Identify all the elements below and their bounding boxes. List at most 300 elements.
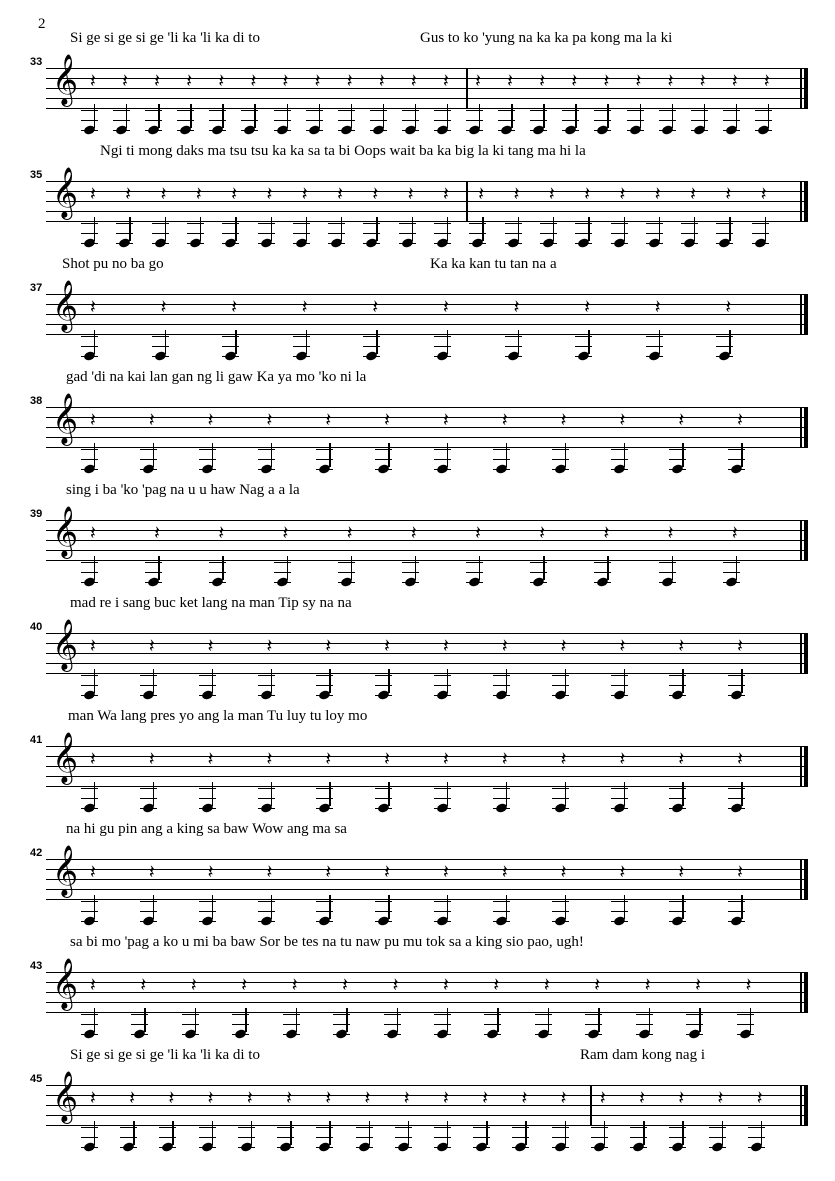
quarter-rest: 𝄽 <box>482 1087 489 1109</box>
quarter-rest: 𝄽 <box>654 296 661 318</box>
note-stem <box>254 104 255 128</box>
note-stem <box>94 104 95 128</box>
ledger-line <box>646 336 663 337</box>
quarter-rest: 𝄽 <box>282 70 289 92</box>
ledger-line <box>669 798 686 799</box>
ledger-line <box>728 459 745 460</box>
ledger-line <box>145 562 162 563</box>
quarter-rest: 𝄽 <box>635 70 642 92</box>
note-stem <box>212 669 213 693</box>
note-stem <box>624 895 625 919</box>
note-stem <box>388 669 389 693</box>
note-stem <box>245 1008 246 1032</box>
quarter-rest: 𝄽 <box>619 748 626 770</box>
ledger-line <box>145 130 162 131</box>
quarter-rest: 𝄽 <box>122 70 128 92</box>
ledger-line <box>222 243 239 244</box>
note-stem <box>94 217 95 241</box>
ledger-line <box>627 120 644 121</box>
quarter-rest: 𝄽 <box>90 974 96 996</box>
ledger-line <box>116 233 133 234</box>
ledger-line <box>159 1137 176 1138</box>
ledger-line <box>182 1034 199 1035</box>
ledger-line <box>737 1024 754 1025</box>
note-stem <box>741 669 742 693</box>
ledger-line <box>434 469 451 470</box>
ledger-line <box>552 808 569 809</box>
ledger-line <box>159 1127 176 1128</box>
quarter-rest: 𝄽 <box>140 974 147 996</box>
ledger-line <box>274 130 291 131</box>
note-stem <box>271 895 272 919</box>
note-stem <box>388 443 389 467</box>
quarter-rest: 𝄽 <box>241 974 248 996</box>
ledger-line <box>493 921 510 922</box>
ledger-line <box>402 120 419 121</box>
ledger-line <box>316 449 333 450</box>
ledger-line <box>716 233 733 234</box>
ledger-line <box>493 788 510 789</box>
ledger-line <box>199 685 216 686</box>
ledger-line <box>222 346 239 347</box>
quarter-rest: 𝄽 <box>407 183 414 205</box>
quarter-rest: 𝄽 <box>619 635 626 657</box>
note-stem <box>741 895 742 919</box>
ledger-line <box>552 469 569 470</box>
note-stem <box>251 1121 252 1145</box>
ledger-line <box>209 562 226 563</box>
ledger-line <box>384 1024 401 1025</box>
ledger-line <box>723 572 740 573</box>
lyric-line: Si ge si ge si ge 'li ka 'li ka di to <box>70 30 260 46</box>
ledger-line <box>466 120 483 121</box>
ledger-line <box>306 120 323 121</box>
note-stem <box>329 782 330 806</box>
quarter-rest: 𝄽 <box>90 409 96 431</box>
treble-clef: 𝄞 <box>52 958 79 1009</box>
ledger-line <box>81 1014 98 1015</box>
staff-area <box>0 52 835 126</box>
note-stem <box>351 556 352 580</box>
note-stem <box>271 217 272 241</box>
quarter-rest: 𝄽 <box>619 183 626 205</box>
music-system <box>0 1047 835 1160</box>
ledger-line <box>716 356 733 357</box>
ledger-line <box>627 130 644 131</box>
ledger-line <box>402 130 419 131</box>
quarter-rest: 𝄽 <box>501 748 508 770</box>
staff-area <box>0 504 835 578</box>
quarter-rest: 𝄽 <box>619 409 626 431</box>
note-stem <box>129 217 130 241</box>
ledger-line <box>723 120 740 121</box>
quarter-rest: 𝄽 <box>443 183 449 205</box>
quarter-rest: 𝄽 <box>90 861 96 883</box>
ledger-line <box>199 675 216 676</box>
ledger-line <box>81 346 98 347</box>
ledger-line <box>81 808 98 809</box>
ledger-line <box>209 130 226 131</box>
ledger-line <box>140 675 157 676</box>
quarter-rest: 𝄽 <box>756 1087 763 1109</box>
ledger-line <box>199 695 216 696</box>
page-number: 2 <box>38 16 46 32</box>
ledger-line <box>199 1137 216 1138</box>
treble-clef: 𝄞 <box>52 1071 79 1122</box>
quarter-rest: 𝄽 <box>207 1087 214 1109</box>
treble-clef: 𝄞 <box>52 280 79 331</box>
quarter-rest: 𝄽 <box>654 183 661 205</box>
quarter-rest: 𝄽 <box>678 409 685 431</box>
ledger-line <box>434 459 451 460</box>
note-stem <box>329 1121 330 1145</box>
ledger-line <box>728 808 745 809</box>
quarter-rest: 𝄽 <box>548 183 555 205</box>
measure-number: 41 <box>30 734 43 746</box>
quarter-rest: 𝄽 <box>584 183 591 205</box>
ledger-line <box>81 120 98 121</box>
quarter-rest: 𝄽 <box>384 861 390 883</box>
ledger-line <box>728 695 745 696</box>
measure-number: 40 <box>30 621 43 633</box>
quarter-rest: 𝄽 <box>443 748 449 770</box>
ledger-line <box>277 1137 294 1138</box>
ledger-line <box>306 110 323 111</box>
quarter-rest: 𝄽 <box>725 183 732 205</box>
ledger-line <box>145 120 162 121</box>
note-stem <box>94 895 95 919</box>
ledger-line <box>728 469 745 470</box>
note-stem <box>306 330 307 354</box>
ledger-line <box>646 243 663 244</box>
note-stem <box>222 104 223 128</box>
note-stem <box>153 669 154 693</box>
ledger-line <box>473 1127 490 1128</box>
ledger-line <box>222 233 239 234</box>
ledger-line <box>370 130 387 131</box>
note-stem <box>212 1121 213 1145</box>
note-stem <box>682 669 683 693</box>
ledger-line <box>535 1014 552 1015</box>
ledger-line <box>659 582 676 583</box>
quarter-rest: 𝄽 <box>443 409 449 431</box>
ledger-line <box>469 243 486 244</box>
quarter-rest: 𝄽 <box>763 70 770 92</box>
ledger-line <box>81 562 98 563</box>
quarter-rest: 𝄽 <box>148 409 155 431</box>
ledger-line <box>659 110 676 111</box>
ledger-line <box>395 1147 412 1148</box>
ledger-line <box>585 1024 602 1025</box>
ledger-line <box>81 243 98 244</box>
quarter-rest: 𝄽 <box>699 70 706 92</box>
final-barline <box>800 1085 802 1126</box>
ledger-line <box>493 901 510 902</box>
quarter-rest: 𝄽 <box>231 296 238 318</box>
quarter-rest: 𝄽 <box>443 296 449 318</box>
ledger-line <box>466 572 483 573</box>
quarter-rest: 𝄽 <box>475 70 481 92</box>
ledger-line <box>399 243 416 244</box>
ledger-line <box>669 911 686 912</box>
quarter-rest: 𝄽 <box>301 296 308 318</box>
quarter-rest: 𝄽 <box>195 183 202 205</box>
quarter-rest: 𝄽 <box>372 296 379 318</box>
quarter-rest: 𝄽 <box>513 183 520 205</box>
ledger-line <box>258 901 275 902</box>
quarter-rest: 𝄽 <box>90 1087 96 1109</box>
lyric-line: sa bi mo 'pag a ko u mi ba baw Sor be tes na tu naw pu mu tok sa a king sio pao, ugh! <box>70 934 584 950</box>
note-stem <box>486 1121 487 1145</box>
ledger-line <box>434 336 451 337</box>
ledger-line <box>375 911 392 912</box>
ledger-line <box>709 1137 726 1138</box>
ledger-line <box>434 449 451 450</box>
ledger-line <box>530 110 547 111</box>
ledger-line <box>434 1034 451 1035</box>
measure-number: 37 <box>30 282 43 294</box>
ledger-line <box>466 110 483 111</box>
treble-clef: 𝄞 <box>52 54 79 105</box>
note-stem <box>607 556 608 580</box>
ledger-line <box>552 459 569 460</box>
quarter-rest: 𝄽 <box>603 70 610 92</box>
ledger-line <box>182 1014 199 1015</box>
ledger-line <box>585 1034 602 1035</box>
note-stem <box>190 104 191 128</box>
ledger-line <box>659 572 676 573</box>
ledger-line <box>209 582 226 583</box>
quarter-rest: 𝄽 <box>246 1087 253 1109</box>
ledger-line <box>258 921 275 922</box>
ledger-line <box>140 808 157 809</box>
ledger-line <box>575 233 592 234</box>
ledger-line <box>585 1014 602 1015</box>
lyric-row <box>0 708 835 730</box>
ledger-line <box>669 449 686 450</box>
note-stem <box>598 1008 599 1032</box>
ledger-line <box>552 901 569 902</box>
ledger-line <box>209 572 226 573</box>
ledger-line <box>258 675 275 676</box>
ledger-line <box>466 130 483 131</box>
ledger-line <box>611 233 628 234</box>
note-stem <box>447 217 448 241</box>
ledger-line <box>375 685 392 686</box>
quarter-rest: 𝄽 <box>678 861 685 883</box>
ledger-line <box>81 788 98 789</box>
ledger-line <box>333 1024 350 1025</box>
quarter-rest: 𝄽 <box>560 1087 567 1109</box>
quarter-rest: 𝄽 <box>560 861 567 883</box>
ledger-line <box>199 798 216 799</box>
ledger-line <box>611 901 628 902</box>
ledger-line <box>512 1137 529 1138</box>
note-stem <box>447 330 448 354</box>
ledger-line <box>709 1127 726 1128</box>
ledger-line <box>716 223 733 224</box>
ledger-line <box>552 695 569 696</box>
quarter-rest: 𝄽 <box>342 974 348 996</box>
note-stem <box>153 782 154 806</box>
ledger-line <box>370 110 387 111</box>
ledger-line <box>316 921 333 922</box>
note-stem <box>306 217 307 241</box>
note-stem <box>729 217 730 241</box>
ledger-line <box>199 459 216 460</box>
ledger-line <box>469 233 486 234</box>
ledger-line <box>434 695 451 696</box>
ledger-line <box>338 572 355 573</box>
ledger-line <box>646 346 663 347</box>
note-stem <box>672 556 673 580</box>
ledger-line <box>594 110 611 111</box>
ledger-line <box>575 243 592 244</box>
ledger-line <box>140 901 157 902</box>
ledger-line <box>466 582 483 583</box>
ledger-line <box>356 1147 373 1148</box>
ledger-line <box>723 130 740 131</box>
ledger-line <box>434 346 451 347</box>
ledger-line <box>338 582 355 583</box>
staff-area <box>0 617 835 691</box>
ledger-line <box>669 808 686 809</box>
ledger-line <box>131 1034 148 1035</box>
lyric-row <box>0 256 835 278</box>
ledger-line <box>81 798 98 799</box>
ledger-line <box>669 1137 686 1138</box>
ledger-line <box>81 110 98 111</box>
ledger-line <box>530 130 547 131</box>
ledger-line <box>199 1147 216 1148</box>
ledger-line <box>540 223 557 224</box>
ledger-line <box>748 1147 765 1148</box>
ledger-line <box>293 233 310 234</box>
note-stem <box>518 330 519 354</box>
note-stem <box>319 104 320 128</box>
ledger-line <box>232 1024 249 1025</box>
ledger-line <box>152 223 169 224</box>
staff-lines <box>46 1085 806 1125</box>
ledger-line <box>384 1014 401 1015</box>
note-stem <box>497 1008 498 1032</box>
lyric-line: Ram dam kong nag i <box>580 1047 705 1063</box>
note-stem <box>694 217 695 241</box>
ledger-line <box>552 1127 569 1128</box>
quarter-rest: 𝄽 <box>325 409 332 431</box>
quarter-rest: 𝄽 <box>501 861 508 883</box>
note-stem <box>548 1008 549 1032</box>
ledger-line <box>728 675 745 676</box>
final-barline <box>800 68 802 109</box>
ledger-line <box>402 572 419 573</box>
quarter-rest: 𝄽 <box>90 183 96 205</box>
note-stem <box>235 330 236 354</box>
quarter-rest: 𝄽 <box>90 522 96 544</box>
ledger-line <box>145 572 162 573</box>
note-stem <box>761 1121 762 1145</box>
ledger-line <box>333 1014 350 1015</box>
lyric-line: Ka ka kan tu tan na a <box>430 256 557 272</box>
ledger-line <box>728 901 745 902</box>
note-stem <box>624 782 625 806</box>
ledger-line <box>363 346 380 347</box>
ledger-line <box>686 1034 703 1035</box>
ledger-line <box>434 808 451 809</box>
music-system <box>0 934 835 1047</box>
ledger-line <box>316 1127 333 1128</box>
note-stem <box>575 104 576 128</box>
quarter-rest: 𝄽 <box>325 748 332 770</box>
ledger-line <box>575 336 592 337</box>
quarter-rest: 𝄽 <box>584 296 591 318</box>
quarter-rest: 𝄽 <box>160 183 167 205</box>
ledger-line <box>434 110 451 111</box>
ledger-line <box>493 798 510 799</box>
ledger-line <box>277 1147 294 1148</box>
note-stem <box>415 556 416 580</box>
treble-clef: 𝄞 <box>52 619 79 670</box>
lyric-row <box>0 934 835 956</box>
quarter-rest: 𝄽 <box>560 635 567 657</box>
ledger-line <box>274 582 291 583</box>
note-stem <box>153 443 154 467</box>
final-barline <box>800 520 802 561</box>
quarter-rest: 𝄽 <box>539 522 546 544</box>
staff-area <box>0 956 835 1030</box>
ledger-line <box>258 911 275 912</box>
ledger-line <box>283 1024 300 1025</box>
ledger-line <box>728 921 745 922</box>
note-stem <box>329 895 330 919</box>
quarter-rest: 𝄽 <box>737 635 743 657</box>
lyric-row <box>0 369 835 391</box>
note-stem <box>94 443 95 467</box>
quarter-rest: 𝄽 <box>619 861 626 883</box>
ledger-line <box>611 911 628 912</box>
ledger-line <box>187 233 204 234</box>
lyric-line: gad 'di na kai lan gan ng li gaw Ka ya mo 'ko ni la <box>66 369 367 385</box>
ledger-line <box>293 223 310 224</box>
ledger-line <box>493 695 510 696</box>
ledger-line <box>686 1024 703 1025</box>
ledger-line <box>484 1024 501 1025</box>
quarter-rest: 𝄽 <box>286 1087 292 1109</box>
quarter-rest: 𝄽 <box>266 748 273 770</box>
ledger-line <box>562 130 579 131</box>
note-stem <box>741 782 742 806</box>
ledger-line <box>333 1034 350 1035</box>
ledger-line <box>493 808 510 809</box>
ledger-line <box>646 233 663 234</box>
ledger-line <box>540 233 557 234</box>
ledger-line <box>182 1024 199 1025</box>
ledger-line <box>328 223 345 224</box>
quarter-rest: 𝄽 <box>443 70 449 92</box>
quarter-rest: 𝄽 <box>690 183 696 205</box>
ledger-line <box>316 911 333 912</box>
ledger-line <box>116 223 133 224</box>
ledger-line <box>199 921 216 922</box>
staff-lines <box>46 407 806 447</box>
note-stem <box>212 443 213 467</box>
note-stem <box>447 782 448 806</box>
quarter-rest: 𝄽 <box>478 183 485 205</box>
ledger-line <box>81 1147 98 1148</box>
ledger-line <box>81 223 98 224</box>
note-stem <box>447 443 448 467</box>
ledger-line <box>434 1024 451 1025</box>
